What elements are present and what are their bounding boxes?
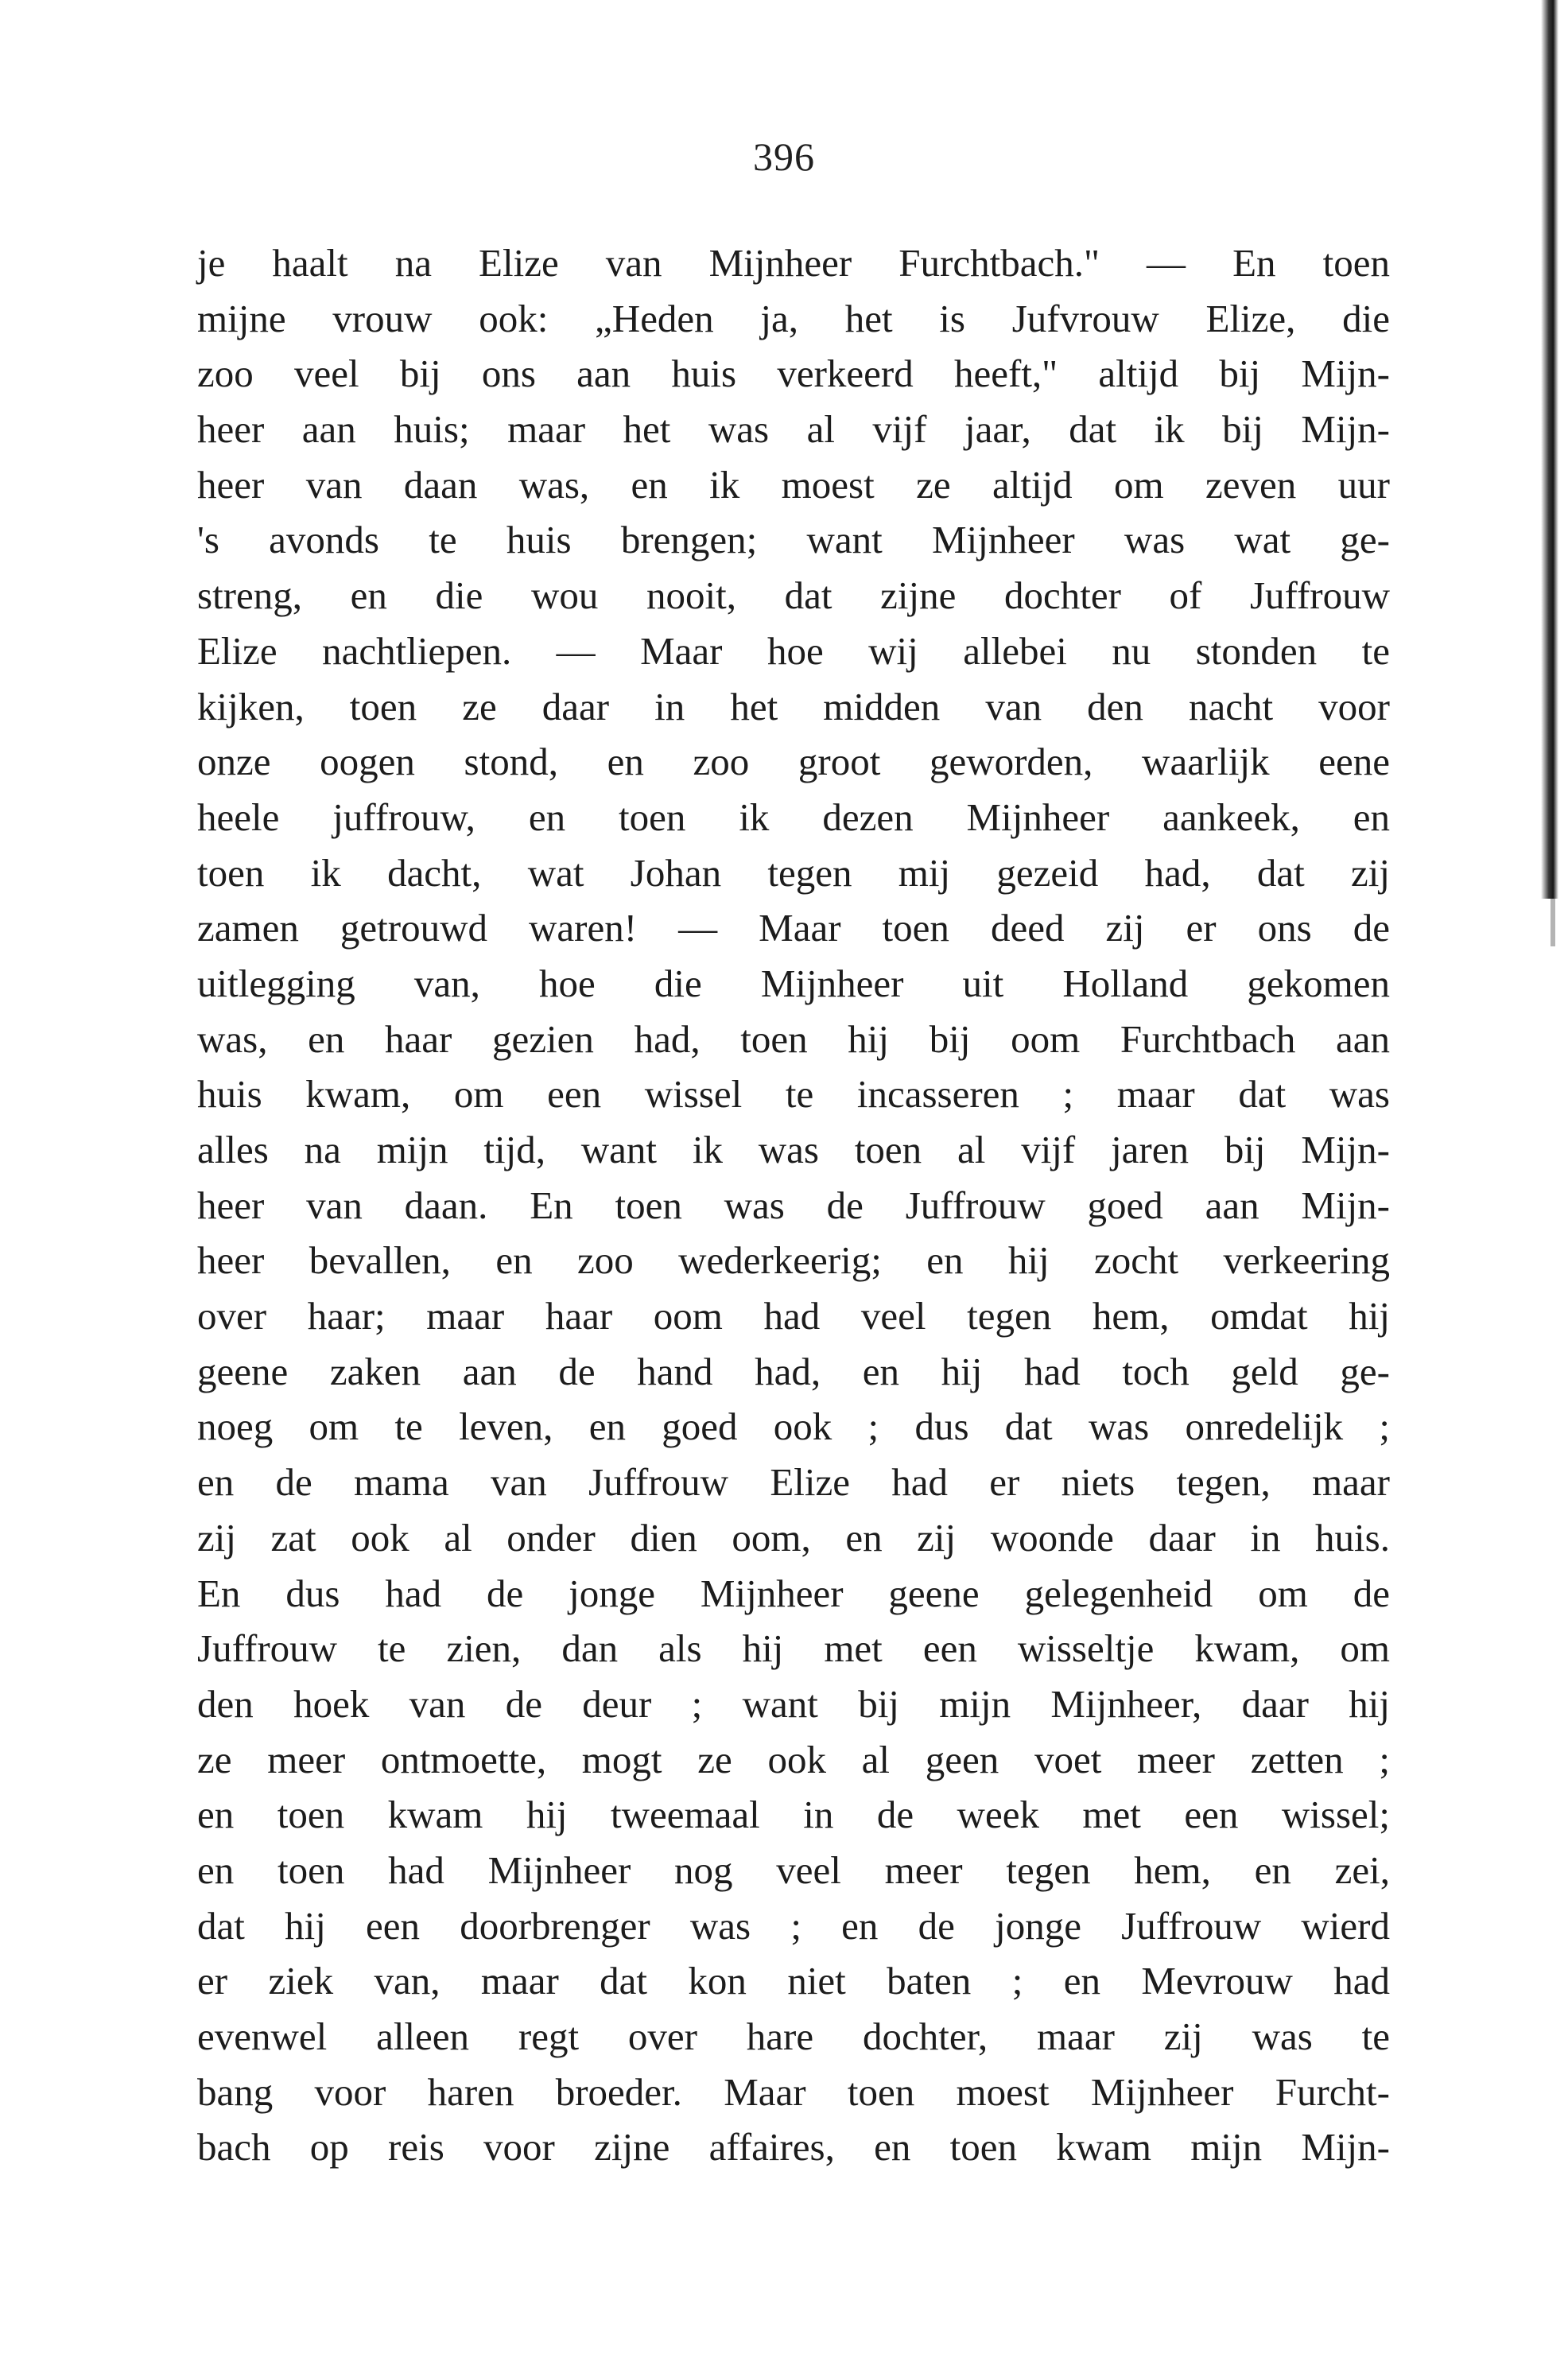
text-line: bang voor haren broeder. Maar toen moest Mijnheer Furcht-	[197, 2069, 1390, 2114]
text-line: huis kwam, om een wissel te incasseren ; maar dat was	[197, 1072, 1390, 1117]
text-line: bach op reis voor zijne affaires, en toen kwam mijn Mijn-	[197, 2125, 1390, 2170]
page-number: 396	[753, 134, 815, 179]
text-line: heele juffrouw, en toen ik dezen Mijnheer aankeek, en	[197, 794, 1390, 839]
text-line: zamen getrouwd waren! — Maar toen deed zij er ons de	[197, 906, 1390, 950]
text-line: zoo veel bij ons aan huis verkeerd heeft," altijd bij Mijn-	[197, 352, 1390, 396]
body-text	[197, 235, 1390, 2175]
text-line: geene zaken aan de hand had, en hij had toch geld ge-	[197, 1349, 1390, 1393]
text-line: 's avonds te huis brengen; want Mijnheer was wat ge-	[197, 518, 1390, 562]
text-line: was, en haar gezien had, toen hij bij oom Furchtbach aan	[197, 1016, 1390, 1061]
text-line: Elize nachtliepen. — Maar hoe wij allebei nu stonden te	[197, 628, 1390, 673]
page-edge-shadow-lower	[1551, 899, 1555, 946]
text-line: kijken, toen ze daar in het midden van den nacht voor	[197, 684, 1390, 728]
text-line: over haar; maar haar oom had veel tegen hem, omdat hij	[197, 1294, 1390, 1338]
text-line: evenwel alleen regt over hare dochter, maar zij was te	[197, 2014, 1390, 2058]
text-line: ze meer ontmoette, mogt ze ook al geen voet meer zetten ;	[197, 1737, 1390, 1781]
text-line: en de mama van Juffrouw Elize had er niets tegen, maar	[197, 1460, 1390, 1505]
text-line: heer van daan was, en ik moest ze altijd om zeven uur	[197, 462, 1390, 507]
text-line: je haalt na Elize van Mijnheer Furchtbach." — En toen	[197, 241, 1390, 285]
text-line: streng, en die wou nooit, dat zijne dochter of Juffrouw	[197, 573, 1390, 618]
text-line: Juffrouw te zien, dan als hij met een wisseltje kwam, om	[197, 1626, 1390, 1671]
text-line: alles na mijn tijd, want ik was toen al vijf jaren bij Mijn-	[197, 1128, 1390, 1171]
text-line: zij zat ook al onder dien oom, en zij woonde daar in huis.	[197, 1515, 1390, 1560]
text-line: toen ik dacht, wat Johan tegen mij gezeid had, dat zij	[197, 850, 1390, 895]
text-line: mijne vrouw ook: „Heden ja, het is Jufvrouw Elize, die	[197, 296, 1390, 340]
text-line: noeg om te leven, en goed ook ; dus dat was onredelijk ;	[197, 1404, 1390, 1449]
text-line: heer van daan. En toen was de Juffrouw goed aan Mijn-	[197, 1183, 1390, 1227]
text-line: en toen had Mijnheer nog veel meer tegen hem, en zei,	[197, 1847, 1390, 1892]
text-line: en toen kwam hij tweemaal in de week met een wissel;	[197, 1793, 1390, 1837]
text-line: den hoek van de deur ; want bij mijn Mijnheer, daar hij	[197, 1681, 1390, 1726]
text-line: dat hij een doorbrenger was ; en de jonge Juffrouw wierd	[197, 1903, 1390, 1948]
text-line: heer bevallen, en zoo wederkeerig; en hij zocht verkeering	[197, 1238, 1390, 1283]
text-line: onze oogen stond, en zoo groot geworden, waarlijk eene	[197, 740, 1390, 784]
text-line: En dus had de jonge Mijnheer geene gelegenheid om de	[197, 1571, 1390, 1615]
text-line: uitlegging van, hoe die Mijnheer uit Holland gekomen	[197, 961, 1390, 1005]
text-line: er ziek van, maar dat kon niet baten ; en Mevrouw had	[197, 1959, 1390, 2003]
text-line: heer aan huis; maar het was al vijf jaar, dat ik bij Mijn-	[197, 407, 1390, 452]
